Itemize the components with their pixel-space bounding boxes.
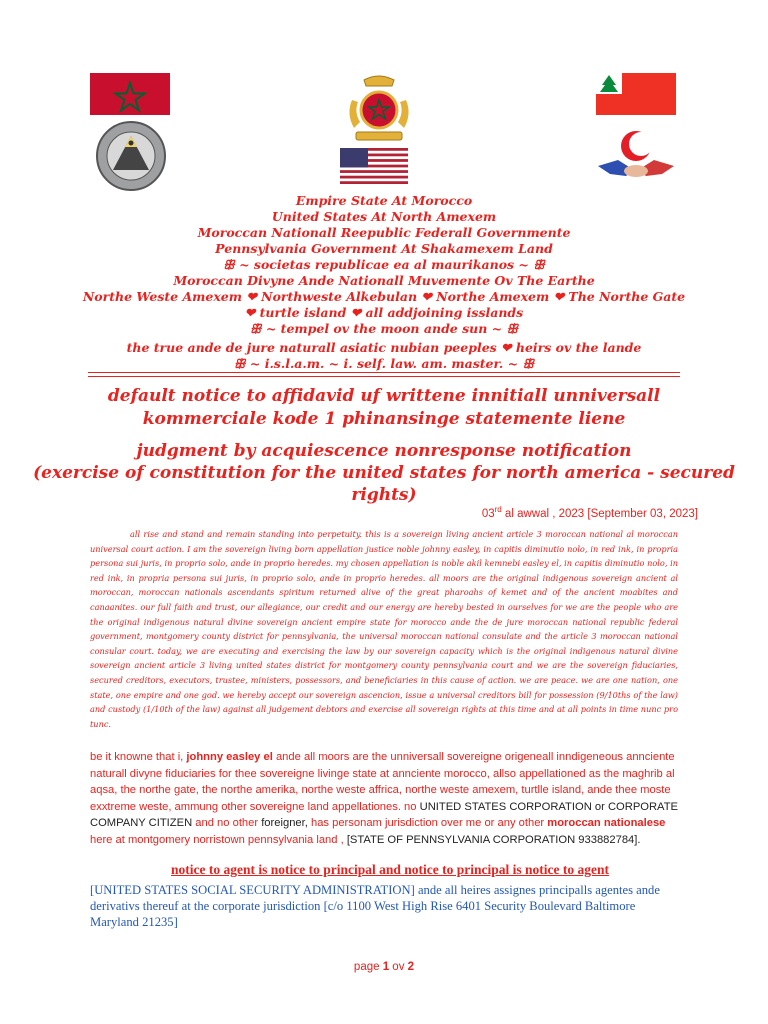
ornament-icon: ꕥ <box>502 321 519 336</box>
header-line-11: ꕥ ~ i.s.l.a.m. ~ i. self. law. am. master. ~ ꕥ <box>233 356 535 371</box>
title-line-3: judgment by acquiescence nonresponse notification <box>136 441 632 461</box>
notice-line: notice to agent is notice to principal and notice to principal is notice to agent <box>171 862 609 877</box>
divider-bottom <box>88 376 680 377</box>
title-line-1: default notice to affidavid uf writtene innitiall unniversall <box>107 386 661 406</box>
document-date: 03rd al awwal , 2023 [September 03, 2023] <box>481 505 698 520</box>
ornament-icon: ꕥ <box>233 356 250 371</box>
ssa-address-block: [UNITED STATES SOCIAL SECURITY ADMINISTRATION] ande all heires assignes principalls agentes ande derivativs thereuf at the corporate jurisdiction [c/o 1100 West High Rise 6401 Security Boulevard Baltimore Maryland 21235] <box>90 883 660 929</box>
handshake-icon <box>596 156 676 184</box>
title-line-2: kommerciale kode 1 phinansinge statemente liene <box>142 409 626 429</box>
morocco-flag-icon <box>90 73 170 115</box>
divider-top <box>88 372 680 373</box>
header-line-6: Moroccan Divyne Ande Nationall Muvemente Ov The Earthe <box>173 273 595 288</box>
ornament-icon: ꕥ <box>528 257 545 272</box>
header-block <box>60 193 708 372</box>
lebanon-style-flag-icon <box>596 73 676 115</box>
header-line-2: United States At North Amexem <box>271 209 497 224</box>
header-line-7: Northe Weste Amexem ❤ Northweste Alkebulan ❤ Northe Amexem ❤ The Northe Gate <box>82 289 686 304</box>
header-line-5: ꕥ ~ societas republicae ea al maurikanos ~ ꕥ <box>223 257 545 272</box>
header-line-3: Moroccan Nationall Reepublic Federall Governmente <box>197 225 571 240</box>
header-line-10: the true ande de jure naturall asiatic nubian peeples ❤ heirs ov the lande <box>126 340 642 355</box>
name-highlight: johnny easley el <box>186 751 273 763</box>
header-line-1: Empire State At Morocco <box>295 193 473 208</box>
nationalese-highlight: moroccan nationalese <box>547 817 666 829</box>
ornament-icon: ꕥ <box>223 257 240 272</box>
body-paragraph-1: all rise and stand and remain standing into perpetuity. this is a sovereign living ancient article 3 moroccan national al moroccan universal court action. I am the sovereign living born appellation justice noble johnny easley, in capitis diminutio nolo, in red ink, in propria persona sui juris, in proprio solo, ande in proprio heredes. my chosen appellation is noble akil kemnebi easley el, in capitis diminutio nolo, in red ink, in propria persona sui juris, in proprio solo, ande in proprio heredes. all moors are the original indigenous sovereign ancient al moroccan, moroccan nationals ascendants spiritum returned alive of the great pharoahs of kemet and of the ancient moabites and canaanites. our full faith and trust, our allegiance, our credit and our energy are hereby bested in ourselves for we are the people who are the original indigenous natural divine sovereign ancient empire state for morocco ande the de jure moroccan national republic federal government, montgomery county district for pennsylvania, the universal moroccan national consulate and the article 3 moroccan national consular court. today, we are executing and exercising the law by our sovereign capacity which is the original indigenous natural divine sovereign ancient article 3 living united states district for montgomery county pennsylvania court and we are the sovereign fiduciaries, secured creditors, executors, trustee, ministers, possessors, and beneficiaries in this cause of action. we are peace. we are one nation, one state, one empire and one god. we hereby accept our sovereign ascencion, issue a universal creditors bill for possession (9/10ths of the law) and custody (1/10th of the law) against all judgement debtors and exercise all sovereign rights at this time and at all points in time nunc pro tunc. <box>90 529 678 729</box>
title-line-4: (exercise of constitution for the united states for north america - secured rights) <box>33 463 735 505</box>
header-line-9: ꕥ ~ tempel ov the moon ande sun ~ ꕥ <box>249 321 519 336</box>
ornament-icon: ꕥ <box>518 356 535 371</box>
header-line-8: ❤ turtle island ❤ all addjoining isslands <box>244 305 524 320</box>
header-line-4: Pennsylvania Government At Shakamexem Land <box>215 241 553 256</box>
body-paragraph-2: be it knowne that i, johnny easley el ande all moors are the unniversall sovereigne origeneall inndigeneous annciente naturall divyne fiduciaries for thee sovereigne livinge state at annciente morocco, allso appellationed as the maghrib al aqsa, the northe gate, the northe amerika, northe weste affrica, northe weste amexem, turtlle island, ande thee moste exxtreme weste, ammung other sovereigne land appellationes. no UNITED STATES CORPORATION or CORPORATE COMPANY CITIZEN and no other foreigner, has personam jurisdiction over me or any other moroccan nationalese here at montgomery norristown pennsylvania land , [STATE OF PENNSYLVANIA CORPORATION 933882784]. <box>90 751 678 846</box>
us-flag-icon <box>340 148 408 184</box>
page-number: page 1 ov 2 <box>353 961 415 973</box>
coat-of-arms-icon <box>342 72 416 144</box>
ornament-icon: ꕥ <box>249 321 266 336</box>
seal-pyramid-icon <box>95 120 167 192</box>
